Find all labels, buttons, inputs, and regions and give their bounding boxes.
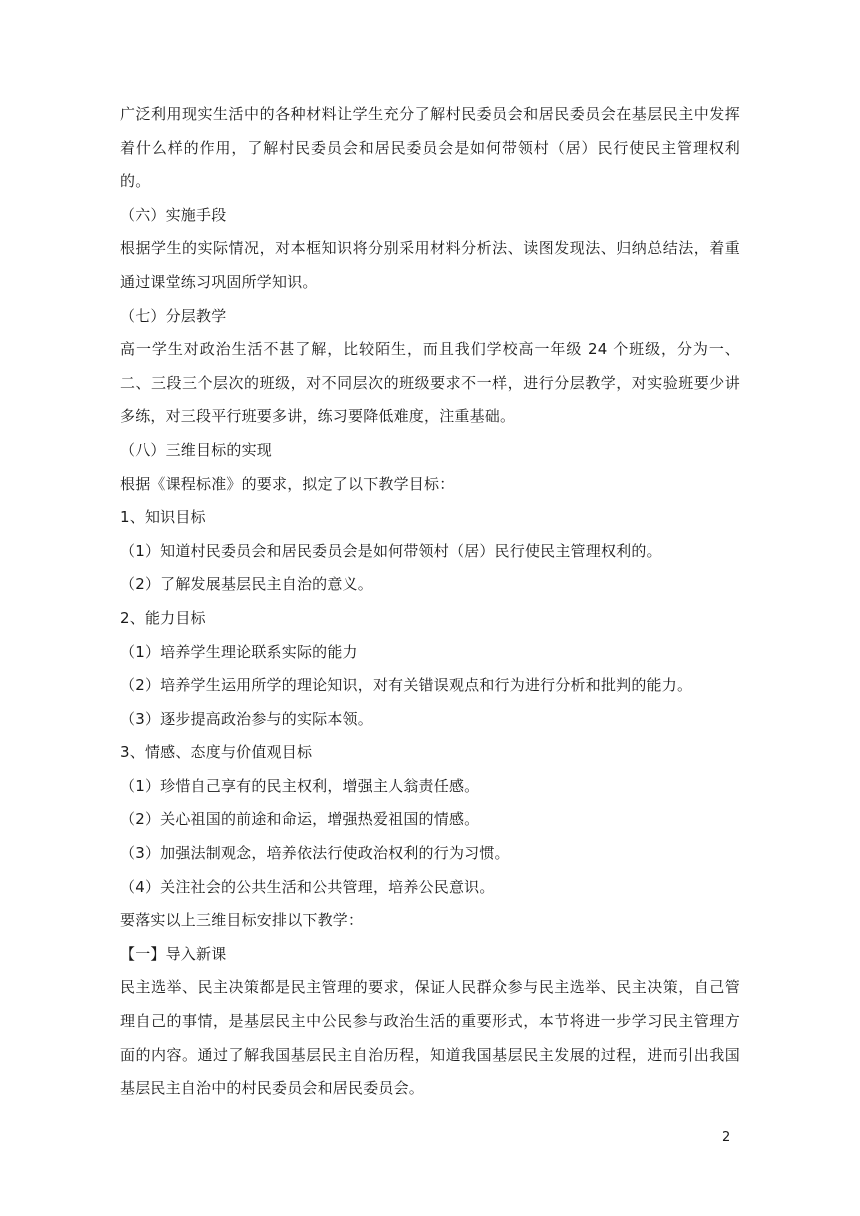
section-heading-tiered-teaching: （七）分层教学 (120, 306, 227, 325)
paragraph-introduction: 民主选举、民主决策都是民主管理的要求，保证人民群众参与民主选举、民主决策，自己管理自己的事情，是基层民主中公民参与政治生活的重要形式，本节将进一步学习民主管理方面的内容。通过了解我国基层民主自治历程，知道我国基层民主发展的过程，进而引出我国基层民主自治中的村民委员会和居民委员会。 (120, 978, 740, 1098)
list-item: （1）珍惜自己享有的民主权利，增强主人翁责任感。 (120, 776, 480, 795)
list-item: （2）了解发展基层民主自治的意义。 (120, 575, 373, 594)
page-number: 2 (722, 1130, 731, 1145)
document-body (120, 98, 740, 1106)
list-item: （1）知道村民委员会和居民委员会是如何带领村（居）民行使民主管理权利的。 (120, 541, 662, 560)
section-heading-introduction: 【一】导入新课 (120, 944, 227, 963)
subheading-knowledge-goals: 1、知识目标 (120, 508, 206, 527)
list-item: （1）培养学生理论联系实际的能力 (120, 642, 358, 661)
paragraph-goals-intro: 根据《课程标准》的要求，拟定了以下教学目标： (120, 474, 455, 493)
subheading-emotion-goals: 3、情感、态度与价值观目标 (120, 743, 313, 762)
paragraph-implementation: 根据学生的实际情况，对本框知识将分别采用材料分析法、读图发现法、归纳总结法，着重通过课堂练习巩固所学知识。 (120, 239, 740, 291)
paragraph-tiered-teaching: 高一学生对政治生活不甚了解，比较陌生，而且我们学校高一年级 24 个班级，分为一、二、三段三个层次的班级，对不同层次的班级要求不一样，进行分层教学，对实验班要少讲多练，对三段平行班要多讲，练习要降低难度，注重基础。 (120, 340, 740, 426)
list-item: （3）逐步提高政治参与的实际本领。 (120, 709, 373, 728)
list-item: （2）关心祖国的前途和命运，增强热爱祖国的情感。 (120, 810, 480, 829)
list-item: （2）培养学生运用所学的理论知识，对有关错误观点和行为进行分析和批判的能力。 (120, 676, 693, 695)
section-heading-implementation: （六）实施手段 (120, 205, 227, 224)
paragraph-teaching-arrangement: 要落实以上三维目标安排以下教学： (120, 911, 364, 930)
subheading-ability-goals: 2、能力目标 (120, 608, 206, 627)
list-item: （3）加强法制观念，培养依法行使政治权利的行为习惯。 (120, 844, 510, 863)
list-item: （4）关注社会的公共生活和公共管理，培养公民意识。 (120, 877, 495, 896)
paragraph-intro: 广泛利用现实生活中的各种材料让学生充分了解村民委员会和居民委员会在基层民主中发挥着什么样的作用，了解村民委员会和居民委员会是如何带领村（居）民行使民主管理权利的。 (120, 105, 740, 191)
section-heading-three-dimensional-goals: （八）三维目标的实现 (120, 440, 273, 459)
